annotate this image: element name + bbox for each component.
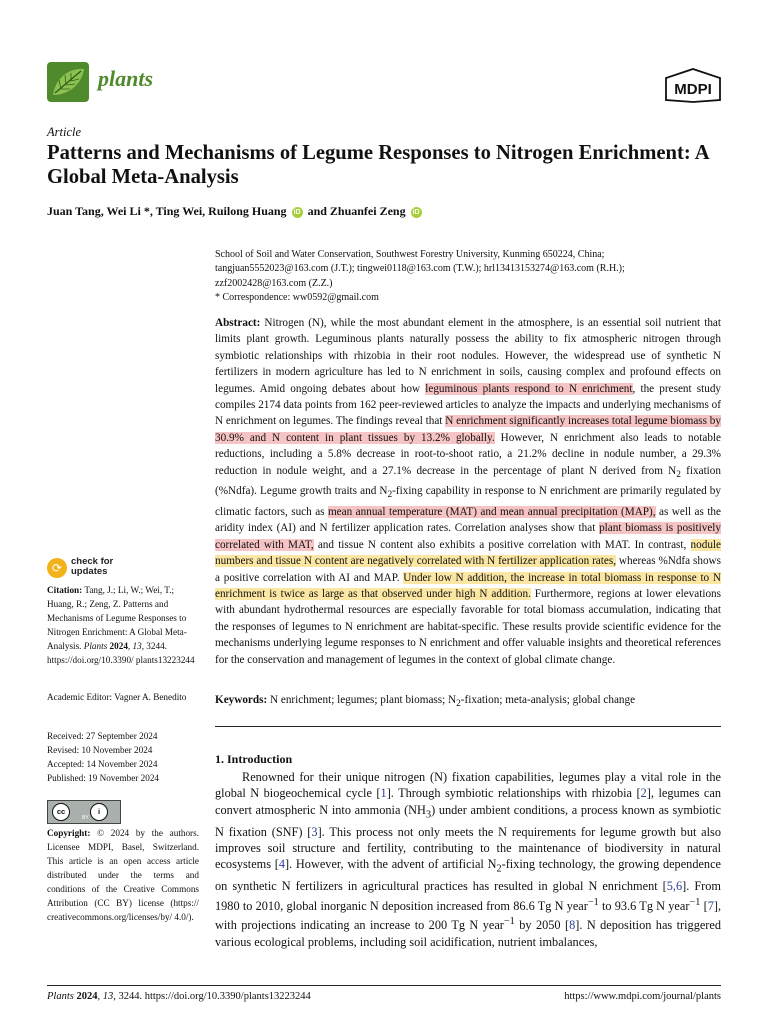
article-title: Patterns and Mechanisms of Legume Responses to Nitrogen Enrichment: A Global Meta-Analysis xyxy=(47,142,709,188)
keywords-text: -fixation; meta-analysis; global change xyxy=(460,694,636,706)
cc-by-license-badge[interactable] xyxy=(47,800,121,824)
abstract-text: as well as the aridity index (AI) and N fertilizer application rates. Correlation analyses show that xyxy=(215,505,721,535)
citation-link[interactable]: 8 xyxy=(569,918,576,933)
abstract-text: and tissue N content also exhibits a positive correlation with MAT. In contrast, xyxy=(313,538,691,551)
footer-citation: Plants 2024, 13, 3244. https://doi.org/10.3390/plants13223244 xyxy=(47,991,311,1002)
subscript: 2 xyxy=(456,699,461,710)
footer-divider xyxy=(47,985,721,986)
author-list xyxy=(47,204,424,219)
citation-block: Citation: Tang, J.; Li, W.; Wei, T.; Huang, R.; Zeng, Z. Patterns and Mechanisms of Legume Responses to Nitrogen Enrichment: A Global Meta-Analysis. Plants 2024, 13, 3244. https://doi.org/10.3390/ plants13223244 xyxy=(47,585,195,665)
academic-editor: Academic Editor: Vagner A. Benedito xyxy=(47,692,187,702)
section-heading: 1. Introduction xyxy=(215,752,293,766)
introduction-paragraph: Renowned for their unique nitrogen (N) fixation capabilities, legumes play a vital role in the global N biogeochemical cycle [1]. Through symbiotic relationships with rhizobia [2], legumes can convert atmospheric N into ammonia $(NH_3)$ under ambient conditions, a process known as symbiotic N fixation (SNF) [3]. This process not only meets the N requirements for legume growth but also improves soil structure and fertility, contributing to the maintenance of biodiversity in natural ecosystems [4]. However, with the advent of artificial $N_2$-fixing technology, the growing dependence on synthetic N fertilizers in agricultural practices has resulted in global N enrichment [5,6]. From 1980 to 2010, global inorganic N deposition increased from 86.6 Tg N year$^{-1}$ to 93.6 Tg N year$^{-1}$ [7], with projections indicating an increase to 200 Tg N year$^{-1}$ by 2050 [8]. N deposition has triggered various ecological problems, including soil acidification, nutrient imbalances, xyxy=(215,770,722,949)
footer-journal-url[interactable]: https://www.mdpi.com/journal/plants xyxy=(564,991,721,1002)
citation-link[interactable]: 2 xyxy=(640,786,647,801)
keywords-text: N enrichment; legumes; plant biomass; N xyxy=(267,694,457,706)
subscript: 2 xyxy=(387,490,393,501)
subscript: 2 xyxy=(676,469,681,480)
abstract-text: Nitrogen (N), while the most abundant element in the atmosphere, is an essential soil nutrient that limits plant growth. Leguminous plants naturally possess the ability to fix atmospheric nitrogen through symbiotic relationships with rhizobia in their root nodules. However, the widespread use of synthetic N fertilizers in modern agriculture has led to N enrichment in soils, causing complex and profound effects on legumes. Amid ongoing debates about how xyxy=(215,317,721,395)
abstract-text: fixation (%Ndfa). Legume growth traits and N xyxy=(215,464,721,498)
published-date: Published: 19 November 2024 xyxy=(47,773,160,783)
citation-link[interactable]: 1 xyxy=(380,786,387,801)
journal-name: plants xyxy=(98,66,154,91)
mdpi-logo-text: MDPI xyxy=(674,81,712,98)
orcid-icon[interactable]: iD xyxy=(293,209,301,216)
accepted-date: Accepted: 14 November 2024 xyxy=(47,759,158,769)
highlight-red: plant biomass is positively correlated with MAT, xyxy=(215,522,721,551)
copyright-block: Copyright: © 2024 by the authors. Licensee MDPI, Basel, Switzerland. This article is an open access article distributed under the terms and conditions of the Creative Commons Attribution (CC BY) license (https:// creativecommons.org/licenses/by/ 4.0/). xyxy=(47,828,199,922)
abstract xyxy=(215,315,721,668)
plants-journal-logo xyxy=(47,62,89,102)
copyright-label: Copyright: xyxy=(47,828,91,838)
citation-link[interactable]: 5,6 xyxy=(666,879,683,894)
correspondence[interactable]: * Correspondence: ww0592@gmail.com xyxy=(215,291,379,303)
highlight-yellow: nodule numbers and tissue N content are negatively correlated with N fertilizer application rates, xyxy=(215,538,721,568)
cc-icon: cc xyxy=(52,803,70,821)
citation-link[interactable]: 7 xyxy=(707,898,714,913)
orcid-icon[interactable]: iD xyxy=(412,209,420,216)
affiliation-emails[interactable]: tangjuan5552023@163.com (J.T.); tingwei0118@163.com (T.W.); hrl13413153274@163.com (R.H.); xyxy=(215,263,625,275)
abstract-text: whereas %Ndfa shows a positive correlation with AI and MAP. xyxy=(215,555,721,584)
cc-by-text: BY xyxy=(82,815,89,821)
section-divider xyxy=(215,726,721,727)
highlight-yellow: Under low N addition, the increase in total biomass in response to N enrichment is twice as large as that observed under high N addition. xyxy=(215,571,721,600)
affiliation-line: School of Soil and Water Conservation, Southwest Forestry University, Kunming 650224, China; xyxy=(215,249,605,260)
abstract-text: -fixing capability in response to N enrichment are primarily regulated by climatic factors, such as xyxy=(215,485,721,518)
authors-text-last: and Zhuanfei Zeng xyxy=(307,204,406,218)
article-type: Article xyxy=(47,125,82,139)
check-for-updates-icon: ⟳ xyxy=(47,558,67,578)
affiliation-emails[interactable]: zzf2002428@163.com (Z.Z.) xyxy=(215,277,333,289)
abstract-label: Abstract: xyxy=(215,317,261,329)
citation-label: Citation: xyxy=(47,585,83,595)
attribution-icon: i xyxy=(90,803,108,821)
citation-link[interactable]: 4 xyxy=(278,857,286,872)
affiliation xyxy=(215,248,725,305)
citation-link[interactable]: 3 xyxy=(311,824,318,839)
highlight-red: N enrichment significantly increases total legume biomass by 30.9% and N content in plant tissues by 13.2% globally. xyxy=(215,415,721,444)
abstract-text: , the present study compiles 2174 data points from 162 peer-reviewed articles to analyze the impacts and underlying mechanisms of N enrichment on legumes. The findings reveal that xyxy=(215,382,722,428)
check-updates-text: updates xyxy=(71,566,108,577)
keywords xyxy=(215,694,635,709)
mdpi-logo xyxy=(664,68,722,109)
abstract-text: However, N enrichment also leads to notable reductions, including a 5.8% decrease in root-to-shoot ratio, a 21.2% decline in nodule number, a 29.3% reduction in nodule weight, and a 27.1% decrease in the percentage of plant N derived from N xyxy=(215,431,721,477)
highlight-red: mean annual temperature (MAT) and mean annual precipitation (MAP), xyxy=(327,505,656,518)
check-updates-text: check for xyxy=(71,556,114,567)
footer-doi[interactable]: , 3244. https://doi.org/10.3390/plants13223244 xyxy=(113,991,311,1002)
revised-date: Revised: 10 November 2024 xyxy=(47,745,153,755)
dates-block xyxy=(47,729,199,785)
received-date: Received: 27 September 2024 xyxy=(47,731,158,741)
abstract-text: Furthermore, regions at lower elevations with abundant hydrothermal resources are especially favorable for total biomass accumulation, indicating that the responses of legumes to N enrichment are habitat-specific. These results provide scientific evidence for the mechanisms underlying legume responses to N enrichment and offer valuable insights and theoretical references for the conservation and management of legumes in the context of global climate change. xyxy=(215,587,721,666)
citation-doi[interactable]: , 3244. https://doi.org/10.3390/ plants13223244 xyxy=(47,641,195,665)
keywords-label: Keywords: xyxy=(215,694,268,706)
authors-text: Juan Tang, Wei Li *, Ting Wei, Ruilong Huang xyxy=(47,204,287,218)
highlight-red: leguminous plants respond to N enrichment xyxy=(425,382,633,395)
